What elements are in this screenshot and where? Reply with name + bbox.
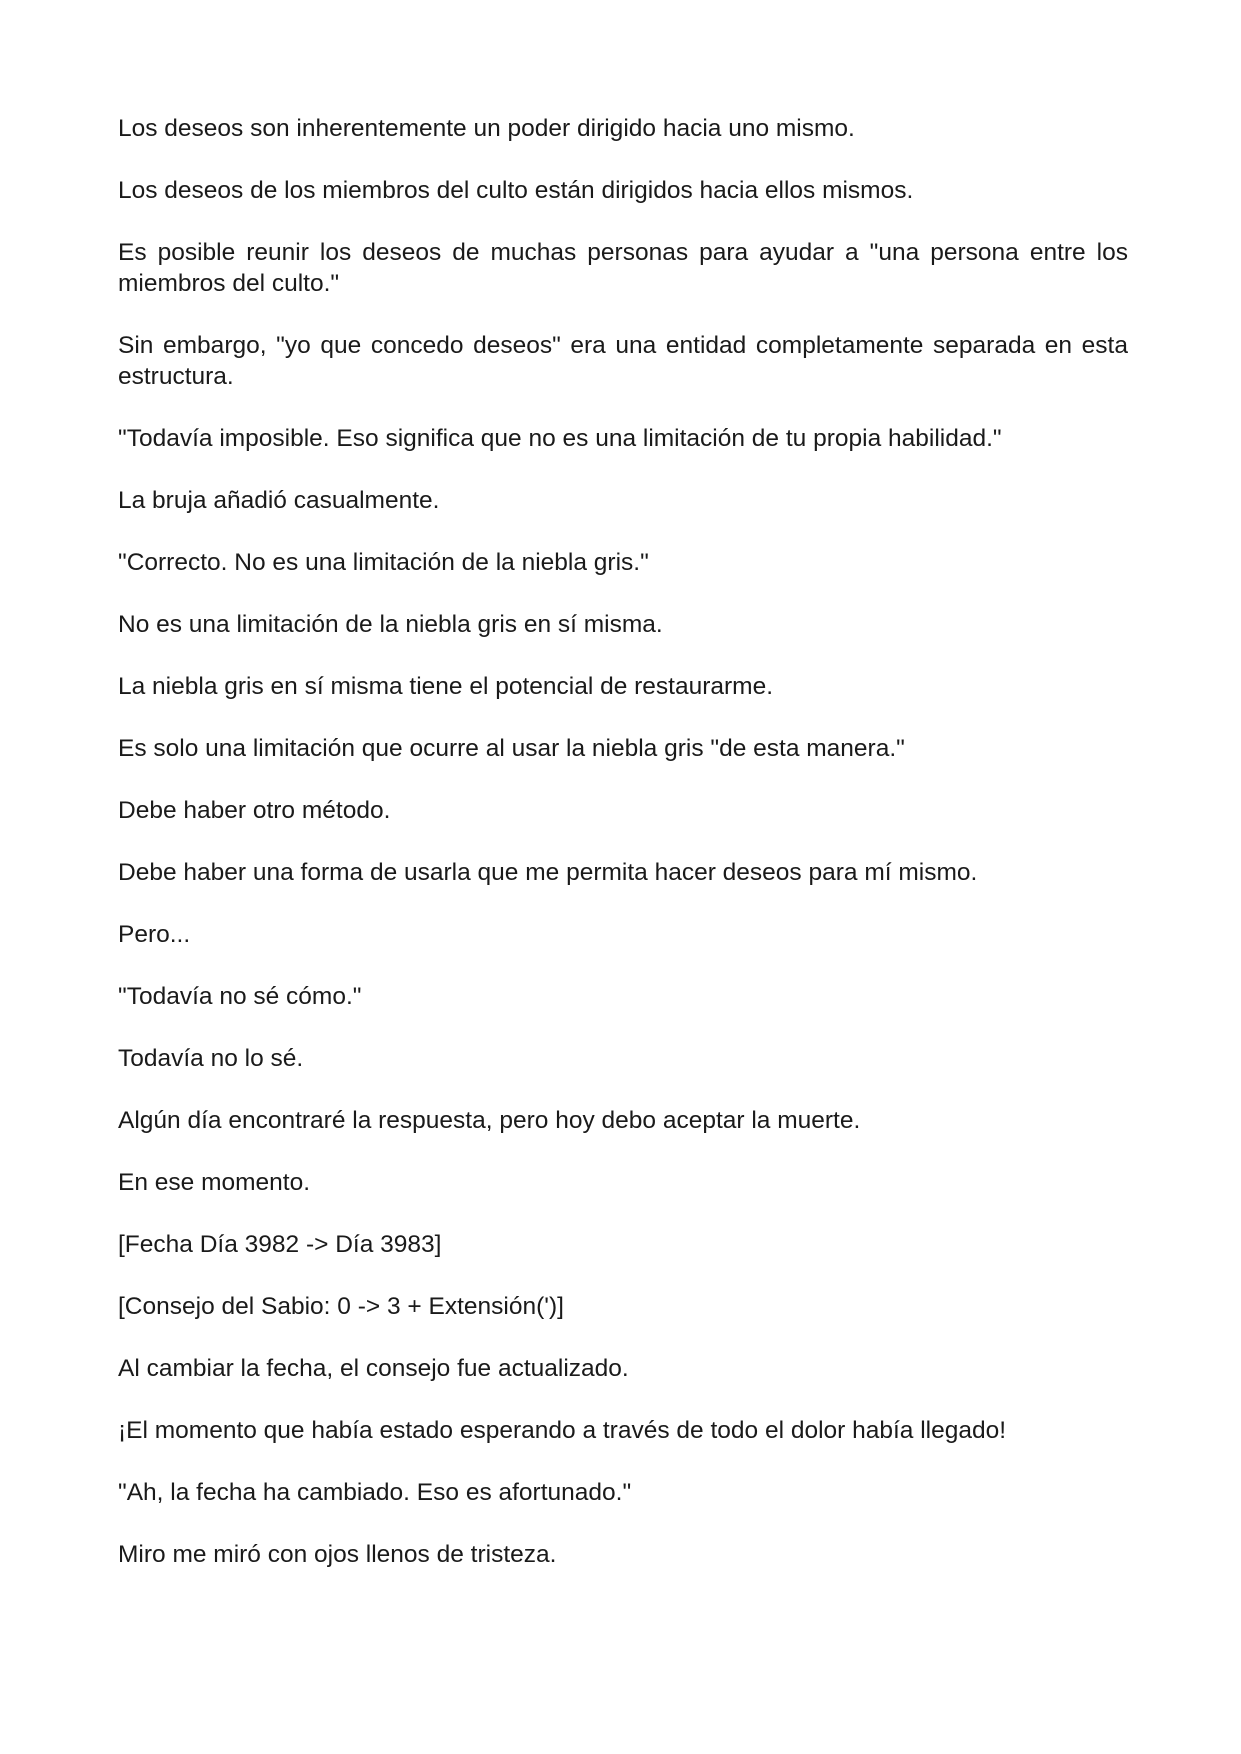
- paragraph: "Todavía imposible. Eso significa que no es una limitación de tu propia habilidad.": [118, 425, 1002, 452]
- paragraph: Los deseos de los miembros del culto están dirigidos hacia ellos mismos.: [118, 177, 914, 204]
- paragraph: En ese momento.: [118, 1169, 311, 1196]
- paragraph: Pero...: [118, 921, 191, 948]
- paragraph: "Correcto. No es una limitación de la niebla gris.": [118, 549, 649, 576]
- paragraph: Al cambiar la fecha, el consejo fue actualizado.: [118, 1355, 629, 1382]
- document-body: [118, 113, 1128, 1570]
- status-line-advice: [Consejo del Sabio: 0 -> 3 + Extensión(')]: [118, 1293, 564, 1320]
- paragraph: Es posible reunir los deseos de muchas personas para ayudar a "una persona entre los miembros del culto.": [118, 239, 1128, 297]
- paragraph: Miro me miró con ojos llenos de tristeza.: [118, 1541, 557, 1568]
- paragraph: No es una limitación de la niebla gris en sí misma.: [118, 611, 663, 638]
- paragraph: La bruja añadió casualmente.: [118, 487, 440, 514]
- status-line-date: [Fecha Día 3982 -> Día 3983]: [118, 1231, 442, 1258]
- paragraph: Los deseos son inherentemente un poder dirigido hacia uno mismo.: [118, 115, 855, 142]
- paragraph: Algún día encontraré la respuesta, pero hoy debo aceptar la muerte.: [118, 1107, 861, 1134]
- paragraph: Debe haber otro método.: [118, 797, 391, 824]
- paragraph: Debe haber una forma de usarla que me permita hacer deseos para mí mismo.: [118, 859, 978, 886]
- paragraph: "Todavía no sé cómo.": [118, 983, 362, 1010]
- paragraph: Todavía no lo sé.: [118, 1045, 304, 1072]
- paragraph: La niebla gris en sí misma tiene el potencial de restaurarme.: [118, 673, 774, 700]
- paragraph: "Ah, la fecha ha cambiado. Eso es afortunado.": [118, 1479, 632, 1506]
- paragraph: Es solo una limitación que ocurre al usar la niebla gris "de esta manera.": [118, 735, 905, 762]
- paragraph: Sin embargo, "yo que concedo deseos" era una entidad completamente separada en esta estructura.: [118, 332, 1128, 390]
- paragraph: ¡El momento que había estado esperando a través de todo el dolor había llegado!: [118, 1417, 1007, 1444]
